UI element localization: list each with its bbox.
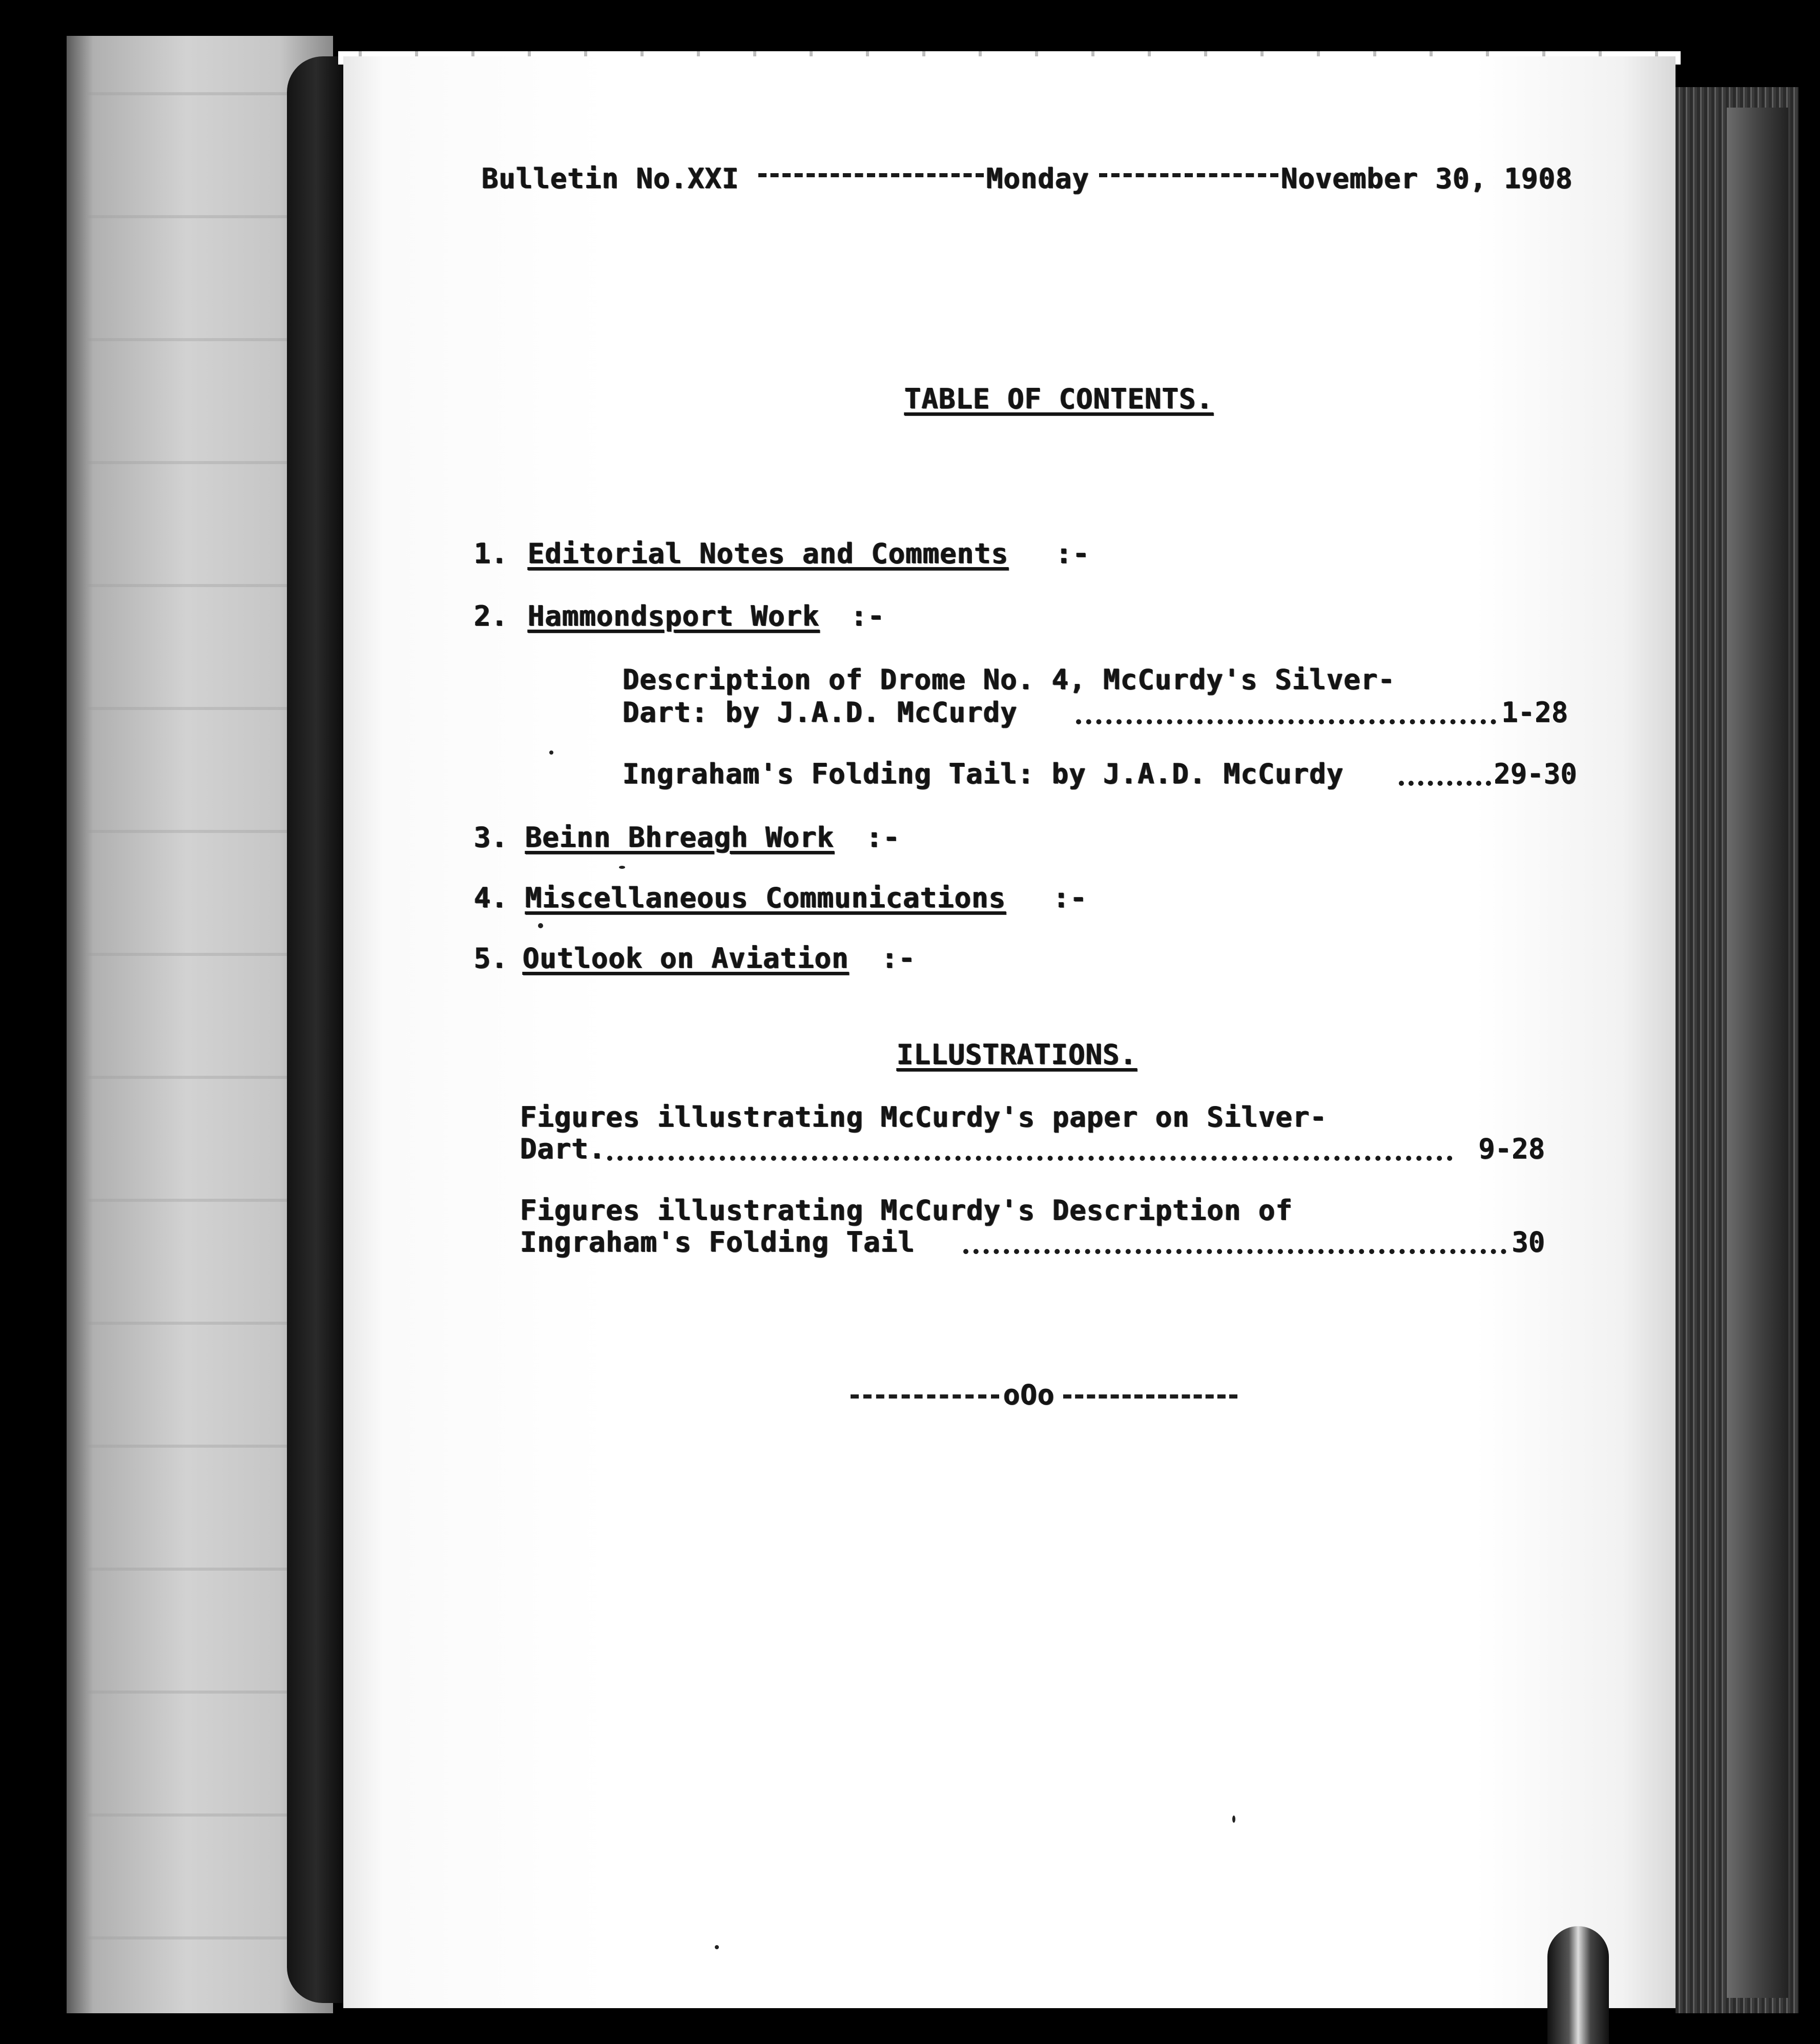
toc-item-label: Beinn Bhreagh Work — [525, 821, 835, 853]
illustration-entry-pages: 30 — [1512, 1226, 1545, 1258]
illustration-entry-line1: Figures illustrating McCurdy's Description of — [520, 1194, 1293, 1226]
bulletin-number: Bulletin No.XXI — [482, 162, 739, 195]
illustration-entry-line2: Dart. — [520, 1133, 606, 1165]
illustration-entry-leaders — [963, 1249, 1506, 1254]
illustration-entry-line1: Figures illustrating McCurdy's paper on Silver- — [520, 1101, 1328, 1133]
toc-item-number: 5. — [474, 942, 509, 974]
page-holder-clip — [1547, 1926, 1609, 2044]
toc-item-suffix: :- — [866, 821, 901, 853]
toc-subentry-line2: Dart: by J.A.D. McCurdy — [623, 696, 1018, 728]
toc-item-suffix: :- — [881, 942, 916, 974]
toc-item-number: 1. — [474, 537, 509, 570]
toc-item-label: Editorial Notes and Comments — [528, 537, 1009, 570]
toc-item-number: 2. — [474, 600, 509, 632]
toc-item-suffix: :- — [1053, 882, 1088, 914]
book-cover-edge — [1727, 108, 1788, 1998]
toc-subentry-leaders — [1076, 719, 1496, 724]
toc-subentry-leaders — [1399, 781, 1491, 786]
toc-subentry-line1: Description of Drome No. 4, McCurdy's Silver- — [623, 663, 1395, 696]
illustration-entry-line2: Ingraham's Folding Tail — [520, 1226, 915, 1258]
toc-subentry-pages: 29-30 — [1494, 758, 1577, 790]
bulletin-day: Monday — [986, 162, 1090, 195]
illustration-entry-pages: 9-28 — [1478, 1133, 1545, 1165]
toc-item-label: Miscellaneous Communications — [525, 882, 1006, 914]
document-page — [343, 56, 1676, 2008]
header-dashes-2 — [1099, 173, 1278, 177]
toc-title: TABLE OF CONTENTS. — [904, 383, 1214, 415]
illustration-entry-leaders — [607, 1156, 1453, 1161]
header-dashes-1 — [758, 173, 984, 177]
bulletin-date: November 30, 1908 — [1281, 162, 1573, 195]
toc-item-number: 4. — [474, 882, 509, 914]
ornament-dash-left — [851, 1394, 999, 1399]
toc-item-label: Outlook on Aviation — [523, 942, 849, 974]
toc-item-label: Hammondsport Work — [528, 600, 820, 632]
ornament-dash-right — [1063, 1394, 1237, 1399]
toc-subentry-pages: 1-28 — [1501, 696, 1568, 728]
toc-item-suffix: :- — [851, 600, 885, 632]
illustrations-title: ILLUSTRATIONS. — [897, 1038, 1138, 1071]
toc-item-suffix: :- — [1056, 537, 1090, 570]
toc-item-number: 3. — [474, 821, 509, 853]
bleed-through-marks — [87, 36, 302, 2013]
closing-ornament: oOo — [1003, 1379, 1055, 1411]
toc-subentry-line1: Ingraham's Folding Tail: by J.A.D. McCurdy — [623, 758, 1344, 790]
